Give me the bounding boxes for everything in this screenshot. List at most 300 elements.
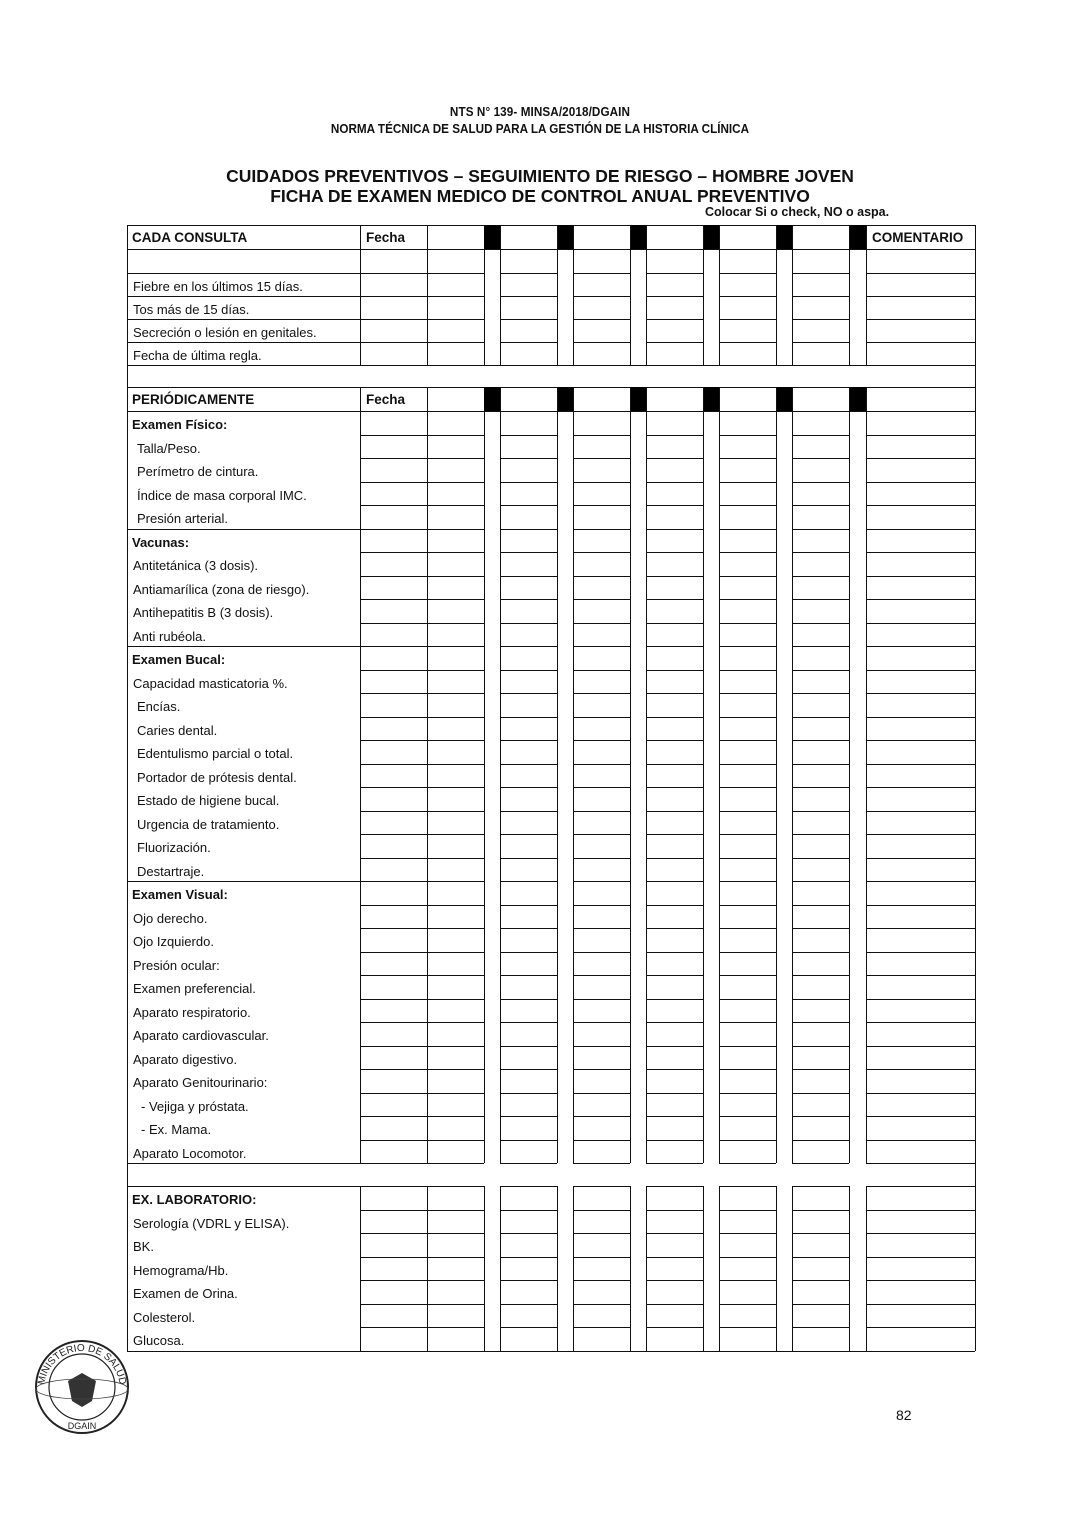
comment-cell[interactable] bbox=[866, 576, 975, 600]
check-cell[interactable] bbox=[719, 881, 776, 905]
check-cell[interactable] bbox=[573, 1093, 630, 1117]
check-cell[interactable] bbox=[792, 342, 849, 365]
check-cell[interactable] bbox=[500, 1210, 557, 1234]
comment-cell[interactable] bbox=[866, 296, 975, 319]
date-cell[interactable] bbox=[360, 811, 427, 835]
date-cell[interactable] bbox=[360, 1186, 427, 1210]
check-cell[interactable] bbox=[646, 273, 703, 296]
check-cell[interactable] bbox=[646, 999, 703, 1023]
check-cell[interactable] bbox=[719, 1116, 776, 1140]
check-cell[interactable] bbox=[646, 342, 703, 365]
result-cell[interactable] bbox=[427, 1116, 484, 1140]
check-cell[interactable] bbox=[719, 1257, 776, 1281]
check-cell[interactable] bbox=[719, 693, 776, 717]
check-cell[interactable] bbox=[719, 599, 776, 623]
date-cell[interactable] bbox=[360, 1304, 427, 1328]
check-cell[interactable] bbox=[500, 670, 557, 694]
check-cell[interactable] bbox=[792, 623, 849, 647]
check-cell[interactable] bbox=[573, 552, 630, 576]
date-cell[interactable] bbox=[360, 249, 427, 273]
comment-cell[interactable] bbox=[866, 905, 975, 929]
check-cell[interactable] bbox=[646, 1046, 703, 1070]
check-cell[interactable] bbox=[500, 1093, 557, 1117]
result-cell[interactable] bbox=[427, 1140, 484, 1164]
check-cell[interactable] bbox=[573, 1069, 630, 1093]
check-cell[interactable] bbox=[500, 1022, 557, 1046]
check-cell[interactable] bbox=[792, 975, 849, 999]
comment-cell[interactable] bbox=[866, 273, 975, 296]
result-cell[interactable] bbox=[427, 1280, 484, 1304]
check-cell[interactable] bbox=[646, 952, 703, 976]
check-cell[interactable] bbox=[573, 458, 630, 482]
check-cell[interactable] bbox=[573, 505, 630, 529]
check-cell[interactable] bbox=[646, 1186, 703, 1210]
result-cell[interactable] bbox=[427, 1069, 484, 1093]
check-cell[interactable] bbox=[500, 952, 557, 976]
check-cell[interactable] bbox=[500, 1116, 557, 1140]
date-cell[interactable] bbox=[360, 1280, 427, 1304]
result-cell[interactable] bbox=[427, 552, 484, 576]
check-cell[interactable] bbox=[573, 952, 630, 976]
result-cell[interactable] bbox=[427, 881, 484, 905]
check-cell[interactable] bbox=[573, 1210, 630, 1234]
check-cell[interactable] bbox=[719, 249, 776, 273]
check-cell[interactable] bbox=[573, 834, 630, 858]
result-cell[interactable] bbox=[427, 249, 484, 273]
check-cell[interactable] bbox=[500, 1140, 557, 1164]
check-cell[interactable] bbox=[719, 1046, 776, 1070]
check-cell[interactable] bbox=[500, 529, 557, 553]
check-cell[interactable] bbox=[719, 623, 776, 647]
date-cell[interactable] bbox=[360, 1069, 427, 1093]
result-cell[interactable] bbox=[427, 670, 484, 694]
check-cell[interactable] bbox=[500, 1046, 557, 1070]
date-cell[interactable] bbox=[360, 787, 427, 811]
check-cell[interactable] bbox=[646, 1327, 703, 1351]
comment-cell[interactable] bbox=[866, 881, 975, 905]
check-cell[interactable] bbox=[573, 858, 630, 882]
check-cell[interactable] bbox=[646, 1210, 703, 1234]
check-cell[interactable] bbox=[719, 1140, 776, 1164]
check-cell[interactable] bbox=[719, 342, 776, 365]
check-cell[interactable] bbox=[500, 411, 557, 435]
check-cell[interactable] bbox=[792, 999, 849, 1023]
check-cell[interactable] bbox=[500, 599, 557, 623]
check-cell[interactable] bbox=[500, 881, 557, 905]
check-cell[interactable] bbox=[792, 411, 849, 435]
comment-cell[interactable] bbox=[866, 811, 975, 835]
check-cell[interactable] bbox=[646, 858, 703, 882]
date-cell[interactable] bbox=[360, 646, 427, 670]
date-cell[interactable] bbox=[360, 1140, 427, 1164]
comment-cell[interactable] bbox=[866, 458, 975, 482]
check-cell[interactable] bbox=[719, 740, 776, 764]
check-cell[interactable] bbox=[500, 249, 557, 273]
date-cell[interactable] bbox=[360, 458, 427, 482]
check-cell[interactable] bbox=[573, 296, 630, 319]
check-cell[interactable] bbox=[719, 319, 776, 342]
check-cell[interactable] bbox=[646, 670, 703, 694]
check-cell[interactable] bbox=[792, 905, 849, 929]
check-cell[interactable] bbox=[646, 529, 703, 553]
check-cell[interactable] bbox=[646, 576, 703, 600]
comment-cell[interactable] bbox=[866, 858, 975, 882]
check-cell[interactable] bbox=[573, 999, 630, 1023]
date-cell[interactable] bbox=[360, 1233, 427, 1257]
date-cell[interactable] bbox=[360, 482, 427, 506]
date-cell[interactable] bbox=[360, 576, 427, 600]
result-cell[interactable] bbox=[427, 646, 484, 670]
check-cell[interactable] bbox=[646, 552, 703, 576]
check-cell[interactable] bbox=[500, 623, 557, 647]
check-cell[interactable] bbox=[792, 717, 849, 741]
check-cell[interactable] bbox=[646, 319, 703, 342]
check-cell[interactable] bbox=[646, 1257, 703, 1281]
check-cell[interactable] bbox=[646, 249, 703, 273]
check-cell[interactable] bbox=[646, 623, 703, 647]
comment-cell[interactable] bbox=[866, 1210, 975, 1234]
check-cell[interactable] bbox=[646, 811, 703, 835]
check-cell[interactable] bbox=[646, 646, 703, 670]
check-cell[interactable] bbox=[792, 1116, 849, 1140]
date-cell[interactable] bbox=[360, 273, 427, 296]
comment-cell[interactable] bbox=[866, 999, 975, 1023]
check-cell[interactable] bbox=[792, 273, 849, 296]
comment-cell[interactable] bbox=[866, 1304, 975, 1328]
comment-cell[interactable] bbox=[866, 1233, 975, 1257]
check-cell[interactable] bbox=[500, 342, 557, 365]
check-cell[interactable] bbox=[573, 1233, 630, 1257]
date-cell[interactable] bbox=[360, 1093, 427, 1117]
check-cell[interactable] bbox=[646, 1280, 703, 1304]
comment-cell[interactable] bbox=[866, 928, 975, 952]
check-cell[interactable] bbox=[792, 1257, 849, 1281]
check-cell[interactable] bbox=[573, 646, 630, 670]
comment-cell[interactable] bbox=[866, 505, 975, 529]
check-cell[interactable] bbox=[792, 1210, 849, 1234]
check-cell[interactable] bbox=[719, 834, 776, 858]
check-cell[interactable] bbox=[573, 670, 630, 694]
check-cell[interactable] bbox=[573, 1186, 630, 1210]
comment-cell[interactable] bbox=[866, 670, 975, 694]
comment-cell[interactable] bbox=[866, 952, 975, 976]
check-cell[interactable] bbox=[573, 529, 630, 553]
result-cell[interactable] bbox=[427, 411, 484, 435]
check-cell[interactable] bbox=[719, 273, 776, 296]
check-cell[interactable] bbox=[719, 811, 776, 835]
comment-cell[interactable] bbox=[866, 529, 975, 553]
check-cell[interactable] bbox=[573, 1140, 630, 1164]
check-cell[interactable] bbox=[500, 740, 557, 764]
check-cell[interactable] bbox=[719, 1280, 776, 1304]
check-cell[interactable] bbox=[792, 505, 849, 529]
check-cell[interactable] bbox=[719, 1304, 776, 1328]
result-cell[interactable] bbox=[427, 1210, 484, 1234]
result-cell[interactable] bbox=[427, 1022, 484, 1046]
check-cell[interactable] bbox=[792, 1093, 849, 1117]
check-cell[interactable] bbox=[573, 482, 630, 506]
check-cell[interactable] bbox=[646, 505, 703, 529]
check-cell[interactable] bbox=[646, 1116, 703, 1140]
check-cell[interactable] bbox=[719, 552, 776, 576]
check-cell[interactable] bbox=[792, 552, 849, 576]
check-cell[interactable] bbox=[646, 1022, 703, 1046]
result-cell[interactable] bbox=[427, 1093, 484, 1117]
check-cell[interactable] bbox=[646, 411, 703, 435]
check-cell[interactable] bbox=[573, 717, 630, 741]
comment-cell[interactable] bbox=[866, 623, 975, 647]
result-cell[interactable] bbox=[427, 599, 484, 623]
check-cell[interactable] bbox=[719, 529, 776, 553]
check-cell[interactable] bbox=[792, 482, 849, 506]
check-cell[interactable] bbox=[573, 811, 630, 835]
check-cell[interactable] bbox=[646, 599, 703, 623]
result-cell[interactable] bbox=[427, 342, 484, 365]
result-cell[interactable] bbox=[427, 787, 484, 811]
date-cell[interactable] bbox=[360, 1116, 427, 1140]
check-cell[interactable] bbox=[792, 458, 849, 482]
check-cell[interactable] bbox=[719, 1022, 776, 1046]
check-cell[interactable] bbox=[500, 296, 557, 319]
check-cell[interactable] bbox=[646, 717, 703, 741]
check-cell[interactable] bbox=[500, 1327, 557, 1351]
result-cell[interactable] bbox=[427, 905, 484, 929]
date-cell[interactable] bbox=[360, 529, 427, 553]
date-cell[interactable] bbox=[360, 905, 427, 929]
check-cell[interactable] bbox=[573, 623, 630, 647]
check-cell[interactable] bbox=[792, 811, 849, 835]
comment-cell[interactable] bbox=[866, 1116, 975, 1140]
check-cell[interactable] bbox=[719, 1210, 776, 1234]
check-cell[interactable] bbox=[500, 1304, 557, 1328]
check-cell[interactable] bbox=[792, 1046, 849, 1070]
check-cell[interactable] bbox=[719, 717, 776, 741]
result-cell[interactable] bbox=[427, 975, 484, 999]
date-cell[interactable] bbox=[360, 1327, 427, 1351]
comment-cell[interactable] bbox=[866, 764, 975, 788]
result-cell[interactable] bbox=[427, 482, 484, 506]
comment-cell[interactable] bbox=[866, 552, 975, 576]
check-cell[interactable] bbox=[719, 975, 776, 999]
check-cell[interactable] bbox=[792, 599, 849, 623]
result-cell[interactable] bbox=[427, 952, 484, 976]
check-cell[interactable] bbox=[500, 975, 557, 999]
result-cell[interactable] bbox=[427, 764, 484, 788]
check-cell[interactable] bbox=[573, 273, 630, 296]
date-cell[interactable] bbox=[360, 952, 427, 976]
result-cell[interactable] bbox=[427, 740, 484, 764]
date-cell[interactable] bbox=[360, 858, 427, 882]
result-cell[interactable] bbox=[427, 928, 484, 952]
comment-cell[interactable] bbox=[866, 1280, 975, 1304]
check-cell[interactable] bbox=[500, 482, 557, 506]
check-cell[interactable] bbox=[500, 552, 557, 576]
check-cell[interactable] bbox=[573, 1327, 630, 1351]
check-cell[interactable] bbox=[792, 249, 849, 273]
check-cell[interactable] bbox=[573, 1046, 630, 1070]
check-cell[interactable] bbox=[500, 1186, 557, 1210]
check-cell[interactable] bbox=[573, 693, 630, 717]
check-cell[interactable] bbox=[792, 296, 849, 319]
check-cell[interactable] bbox=[573, 1257, 630, 1281]
check-cell[interactable] bbox=[573, 1116, 630, 1140]
check-cell[interactable] bbox=[719, 296, 776, 319]
date-cell[interactable] bbox=[360, 319, 427, 342]
comment-cell[interactable] bbox=[866, 717, 975, 741]
check-cell[interactable] bbox=[719, 1093, 776, 1117]
result-cell[interactable] bbox=[427, 1327, 484, 1351]
check-cell[interactable] bbox=[646, 975, 703, 999]
result-cell[interactable] bbox=[427, 1186, 484, 1210]
date-cell[interactable] bbox=[360, 764, 427, 788]
date-cell[interactable] bbox=[360, 623, 427, 647]
check-cell[interactable] bbox=[719, 1233, 776, 1257]
check-cell[interactable] bbox=[500, 928, 557, 952]
check-cell[interactable] bbox=[646, 296, 703, 319]
check-cell[interactable] bbox=[719, 670, 776, 694]
check-cell[interactable] bbox=[500, 435, 557, 459]
check-cell[interactable] bbox=[573, 249, 630, 273]
comment-cell[interactable] bbox=[866, 1046, 975, 1070]
date-cell[interactable] bbox=[360, 740, 427, 764]
comment-cell[interactable] bbox=[866, 411, 975, 435]
comment-cell[interactable] bbox=[866, 435, 975, 459]
check-cell[interactable] bbox=[500, 646, 557, 670]
check-cell[interactable] bbox=[719, 1327, 776, 1351]
check-cell[interactable] bbox=[500, 717, 557, 741]
check-cell[interactable] bbox=[792, 435, 849, 459]
check-cell[interactable] bbox=[573, 1022, 630, 1046]
check-cell[interactable] bbox=[573, 928, 630, 952]
date-cell[interactable] bbox=[360, 505, 427, 529]
result-cell[interactable] bbox=[427, 296, 484, 319]
check-cell[interactable] bbox=[792, 787, 849, 811]
date-cell[interactable] bbox=[360, 928, 427, 952]
check-cell[interactable] bbox=[573, 411, 630, 435]
check-cell[interactable] bbox=[573, 881, 630, 905]
date-cell[interactable] bbox=[360, 1046, 427, 1070]
check-cell[interactable] bbox=[500, 1257, 557, 1281]
check-cell[interactable] bbox=[500, 905, 557, 929]
check-cell[interactable] bbox=[646, 787, 703, 811]
check-cell[interactable] bbox=[719, 999, 776, 1023]
comment-cell[interactable] bbox=[866, 1257, 975, 1281]
comment-cell[interactable] bbox=[866, 1022, 975, 1046]
check-cell[interactable] bbox=[792, 576, 849, 600]
check-cell[interactable] bbox=[792, 1233, 849, 1257]
check-cell[interactable] bbox=[792, 1069, 849, 1093]
check-cell[interactable] bbox=[500, 1280, 557, 1304]
comment-cell[interactable] bbox=[866, 693, 975, 717]
check-cell[interactable] bbox=[719, 858, 776, 882]
date-cell[interactable] bbox=[360, 552, 427, 576]
check-cell[interactable] bbox=[573, 319, 630, 342]
date-cell[interactable] bbox=[360, 881, 427, 905]
check-cell[interactable] bbox=[719, 576, 776, 600]
check-cell[interactable] bbox=[646, 693, 703, 717]
date-cell[interactable] bbox=[360, 435, 427, 459]
comment-cell[interactable] bbox=[866, 1140, 975, 1164]
check-cell[interactable] bbox=[719, 928, 776, 952]
check-cell[interactable] bbox=[646, 1140, 703, 1164]
check-cell[interactable] bbox=[792, 646, 849, 670]
check-cell[interactable] bbox=[792, 1140, 849, 1164]
result-cell[interactable] bbox=[427, 717, 484, 741]
result-cell[interactable] bbox=[427, 1233, 484, 1257]
check-cell[interactable] bbox=[719, 787, 776, 811]
comment-cell[interactable] bbox=[866, 834, 975, 858]
comment-cell[interactable] bbox=[866, 646, 975, 670]
check-cell[interactable] bbox=[792, 952, 849, 976]
result-cell[interactable] bbox=[427, 273, 484, 296]
date-cell[interactable] bbox=[360, 999, 427, 1023]
date-cell[interactable] bbox=[360, 296, 427, 319]
check-cell[interactable] bbox=[573, 1304, 630, 1328]
comment-cell[interactable] bbox=[866, 740, 975, 764]
comment-cell[interactable] bbox=[866, 1327, 975, 1351]
check-cell[interactable] bbox=[719, 435, 776, 459]
check-cell[interactable] bbox=[646, 740, 703, 764]
check-cell[interactable] bbox=[646, 482, 703, 506]
check-cell[interactable] bbox=[573, 435, 630, 459]
check-cell[interactable] bbox=[500, 811, 557, 835]
check-cell[interactable] bbox=[646, 1304, 703, 1328]
comment-cell[interactable] bbox=[866, 319, 975, 342]
date-cell[interactable] bbox=[360, 599, 427, 623]
check-cell[interactable] bbox=[500, 858, 557, 882]
check-cell[interactable] bbox=[500, 1233, 557, 1257]
check-cell[interactable] bbox=[573, 342, 630, 365]
check-cell[interactable] bbox=[792, 670, 849, 694]
result-cell[interactable] bbox=[427, 623, 484, 647]
check-cell[interactable] bbox=[500, 505, 557, 529]
check-cell[interactable] bbox=[646, 834, 703, 858]
comment-cell[interactable] bbox=[866, 1186, 975, 1210]
check-cell[interactable] bbox=[792, 764, 849, 788]
comment-cell[interactable] bbox=[866, 342, 975, 365]
check-cell[interactable] bbox=[573, 576, 630, 600]
date-cell[interactable] bbox=[360, 1210, 427, 1234]
result-cell[interactable] bbox=[427, 576, 484, 600]
check-cell[interactable] bbox=[573, 764, 630, 788]
comment-cell[interactable] bbox=[866, 787, 975, 811]
check-cell[interactable] bbox=[792, 529, 849, 553]
check-cell[interactable] bbox=[792, 319, 849, 342]
date-cell[interactable] bbox=[360, 342, 427, 365]
check-cell[interactable] bbox=[719, 952, 776, 976]
date-cell[interactable] bbox=[360, 411, 427, 435]
check-cell[interactable] bbox=[792, 928, 849, 952]
check-cell[interactable] bbox=[646, 435, 703, 459]
check-cell[interactable] bbox=[500, 693, 557, 717]
check-cell[interactable] bbox=[500, 576, 557, 600]
check-cell[interactable] bbox=[792, 693, 849, 717]
check-cell[interactable] bbox=[719, 905, 776, 929]
check-cell[interactable] bbox=[792, 740, 849, 764]
check-cell[interactable] bbox=[500, 787, 557, 811]
date-cell[interactable] bbox=[360, 670, 427, 694]
comment-cell[interactable] bbox=[866, 599, 975, 623]
date-cell[interactable] bbox=[360, 693, 427, 717]
check-cell[interactable] bbox=[646, 1233, 703, 1257]
comment-cell[interactable] bbox=[866, 249, 975, 273]
check-cell[interactable] bbox=[719, 505, 776, 529]
result-cell[interactable] bbox=[427, 529, 484, 553]
check-cell[interactable] bbox=[646, 905, 703, 929]
result-cell[interactable] bbox=[427, 858, 484, 882]
check-cell[interactable] bbox=[646, 458, 703, 482]
check-cell[interactable] bbox=[719, 646, 776, 670]
